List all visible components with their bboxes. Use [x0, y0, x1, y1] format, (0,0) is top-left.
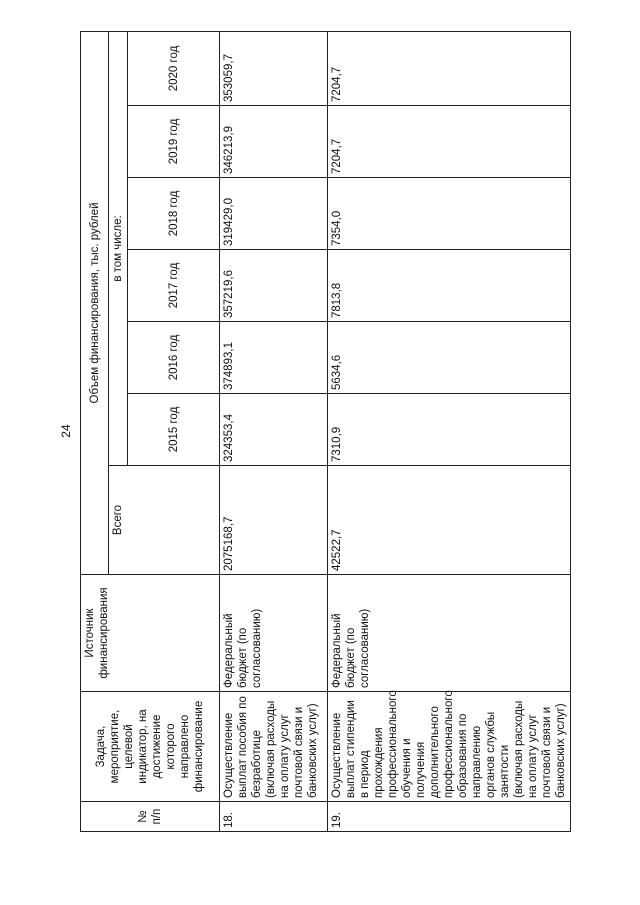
- header-total: Всего: [109, 466, 220, 575]
- row-value: 7354,0: [328, 178, 571, 250]
- rotated-table-container: [80, 32, 567, 832]
- row-total: 42522,7: [328, 466, 571, 575]
- row-value: 324353,4: [220, 394, 328, 466]
- header-source: Источник финансирования: [81, 575, 220, 692]
- row-num: 19.: [328, 802, 571, 832]
- table-row: [328, 31, 571, 831]
- row-value: 7204,7: [328, 31, 571, 105]
- header-year: 2015 год: [128, 394, 220, 466]
- header-volume: Объем финансирования, тыс. рублей: [81, 31, 109, 574]
- header-year: 2018 год: [128, 178, 220, 250]
- row-value: 346213,9: [220, 106, 328, 178]
- header-task: Задача, мероприятие, целевой индикатор, на достижение которого направлено финансирование: [81, 692, 220, 802]
- row-source: Федеральный бюджет (по согласованию): [220, 575, 328, 692]
- row-task: Осуществление выплат стипендии в период прохождения профессионального обучения и получения дополнительного профессионального образования по направлению органов службы занятости (включая расходы на оплату услуг почтовой связи и банковских услуг): [328, 692, 571, 802]
- row-value: 7310,9: [328, 394, 571, 466]
- row-task: Осуществление выплат пособия по безработице (включая расходы на оплату услуг почтовой связи и банковских услуг): [220, 692, 328, 802]
- financing-table: [80, 31, 571, 832]
- row-value: 357219,6: [220, 250, 328, 322]
- page-number: 24: [59, 424, 73, 438]
- row-value: 374893,1: [220, 322, 328, 394]
- row-total: 2075168,7: [220, 466, 328, 575]
- header-year: 2019 год: [128, 106, 220, 178]
- row-value: 319429,0: [220, 178, 328, 250]
- header-year: 2016 год: [128, 322, 220, 394]
- row-value: 7813,8: [328, 250, 571, 322]
- row-source: Федеральный бюджет (по согласованию): [328, 575, 571, 692]
- row-value: 5634,6: [328, 322, 571, 394]
- row-num: 18.: [220, 802, 328, 832]
- header-including: в том числе:: [109, 31, 128, 465]
- row-value: 353059,7: [220, 31, 328, 105]
- header-year: 2017 год: [128, 250, 220, 322]
- table-row: [220, 31, 328, 831]
- header-year: 2020 год: [128, 31, 220, 105]
- header-num: № п/п: [81, 802, 220, 832]
- row-value: 7204,7: [328, 106, 571, 178]
